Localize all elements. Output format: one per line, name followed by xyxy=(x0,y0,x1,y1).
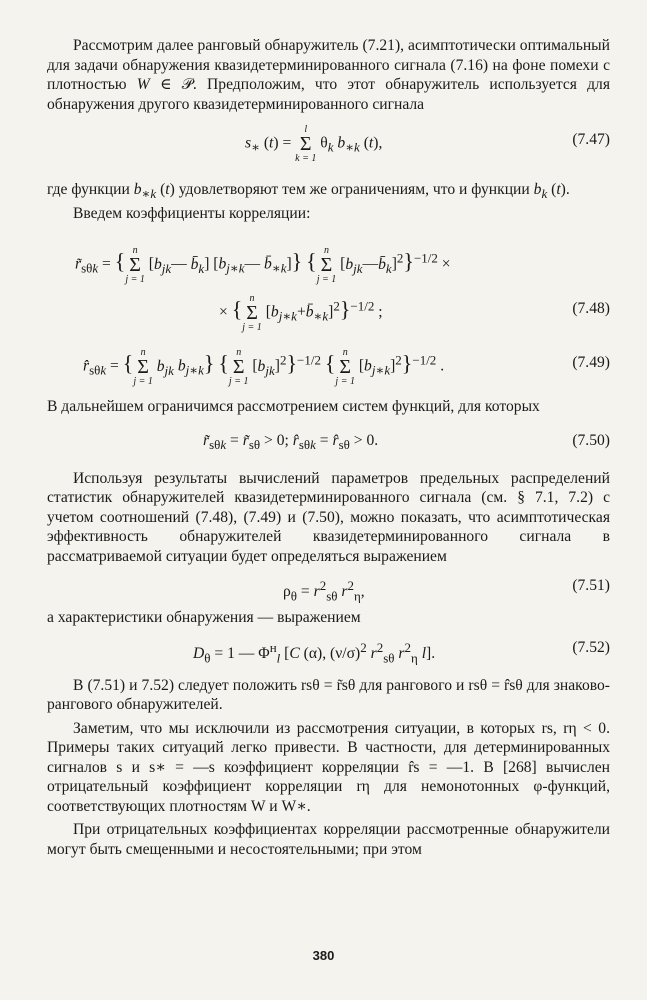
equation-number: (7.50) xyxy=(572,431,610,449)
equation-7-52: $D_\theta = 1$ — $\Phi^н_l$ [C (α), $(\nu/\sigma)^2$ $r^2_{s\theta}$ $r^2_\eta$ l]. (7.52) xyxy=(193,638,610,665)
paragraph-9: При отрицательных коэффициентах корреляции рассмотренные обнаружители могут быть смещенными и несостоятельными; при этом xyxy=(47,821,610,858)
equation-number: (7.52) xyxy=(572,638,610,656)
page-body xyxy=(47,34,610,859)
equation-7-50: $r̃_{s\theta k}$ = $r̃_{s\theta} > 0$; $r̂_{s\theta k}$ = $r̂_{s\theta} > 0$. (7.50) xyxy=(203,431,610,452)
paragraph-2: где функции $b_{∗k}$ (t) удовлетворяют тем же ограничениям, что и функции $b_k$ (t). xyxy=(47,181,570,202)
paragraph-5: Используя результаты вычислений параметров предельных распределений статистик обнаружителей квазидетерминированного сигнала (см. § 7.1, 7.2) с учетом соотношений (7.48), (7.49) и (7.50), можно показать, что асимптотическая эффективность обнаружителей квазидетерминированного сигнала в рассматриваемой ситуации будет определяться выражением xyxy=(47,469,610,565)
equation-7-51: $\rho_\theta = r^2_{s\theta}$ $r^2_\eta$, (7.51) xyxy=(283,577,610,604)
paragraph-1: Рассмотрим далее ранговый обнаружитель (7.21), асимптотически оптимальный для задачи обнаружения квазидетерминированного сигнала (7.16) на фоне помехи с плотностью W ∈ 𝒫. Предположим, что этот обнаружитель используется для обнаружения другого квазидетерминированного сигнала xyxy=(47,37,611,113)
paragraph-3: Введем коэффициенты корреляции: xyxy=(73,204,311,222)
equation-7-47: $s_∗$ (t) = l Σ k = 1 $\theta_k$ $b_{∗k}$ (t), (7.47) xyxy=(245,124,610,164)
equation-7-48-line-2: × { n Σ j = 1 $[b_{j∗k}+b̄_{∗k}]^2\}^{-1/2}$ ; (7.48) xyxy=(219,293,610,334)
equation-number: (7.47) xyxy=(572,131,610,148)
equation-number: (7.49) xyxy=(572,354,610,372)
equation-7-48-line-1: $r̃_{s\theta k}$ = { n Σ j = 1 [$b_{jk}—$ $b̄_k$] [$b_{j∗k}—$ $b̄_{∗k}$]} { n Σ j = 1 $[b_{jk}—b̄_k]^2\}^{-1/2}$ × xyxy=(75,245,451,286)
paragraph-4: В дальнейшем ограничимся рассмотрением систем функций, для которых xyxy=(47,398,540,416)
paragraph-6: а характеристики обнаружения — выражением xyxy=(47,609,361,627)
equation-number: (7.48) xyxy=(572,300,610,318)
equation-7-49: $r̂_{s\theta k}$ = { n Σ j = 1 $b_{jk}$ $b_{j∗k}$} { n Σ j = 1 $[b_{jk}]^2\}^{-1/2}$ { n Σ j = 1 $[b_{j∗k}]^2\}^{-1/2}$ . (7.49) xyxy=(83,347,610,388)
paragraph-7: В (7.51) и 7.52) следует положить rsθ = r̃sθ для рангового и rsθ = r̂sθ для знаково-рангового обнаружителей. xyxy=(47,676,610,714)
paragraph-8: Заметим, что мы исключили из рассмотрения ситуации, в которых rs, rη < 0. Примеры таких ситуаций легко привести. В частности, для детерминированных сигналов s и s∗ = —s коэффициент корреляции r̂s = —1. В [268] вычислен отрицательный коэффициент корреляции rη для немонотонных φ-функций, соответствующих плотностям W и W∗. xyxy=(47,719,610,815)
equation-number: (7.51) xyxy=(572,577,610,595)
page-number: 380 xyxy=(312,948,335,963)
